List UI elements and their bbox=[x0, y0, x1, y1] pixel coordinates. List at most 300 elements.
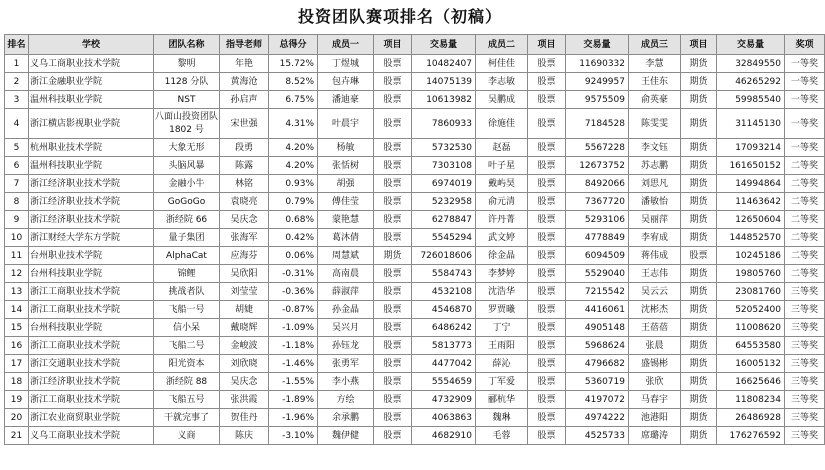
cell-project2: 股票 bbox=[528, 139, 566, 157]
cell-school: 浙江经济职业技术学院 bbox=[29, 211, 154, 229]
cell-project3: 期货 bbox=[681, 319, 717, 337]
col-header-rank: 排名 bbox=[5, 35, 29, 55]
table-row bbox=[5, 55, 825, 73]
cell-team-name: 八面山投资团队 1802 号 bbox=[154, 109, 220, 139]
cell-team-name: 1128 分队 bbox=[154, 73, 220, 91]
cell-rank: 17 bbox=[5, 355, 29, 373]
cell-volume1: 4682910 bbox=[412, 427, 476, 445]
cell-member2: 叶子星 bbox=[476, 157, 528, 175]
cell-member2: 郦杭华 bbox=[476, 391, 528, 409]
cell-team-name: 阳光资本 bbox=[154, 355, 220, 373]
cell-rank: 3 bbox=[5, 91, 29, 109]
cell-member1: 杨敏 bbox=[318, 139, 374, 157]
cell-member3: 潘敏怡 bbox=[629, 193, 681, 211]
cell-member2: 俞元清 bbox=[476, 193, 528, 211]
cell-member2: 魏琳 bbox=[476, 409, 528, 427]
cell-award: 三等奖 bbox=[785, 337, 825, 355]
cell-project3: 期货 bbox=[681, 355, 717, 373]
cell-total-score: -0.36% bbox=[269, 283, 318, 301]
table-row bbox=[5, 427, 825, 445]
cell-rank: 16 bbox=[5, 337, 29, 355]
cell-member1: 潘迪豪 bbox=[318, 91, 374, 109]
cell-volume2: 7184528 bbox=[566, 109, 629, 139]
cell-total-score: -1.09% bbox=[269, 319, 318, 337]
cell-team-name: 飞船二号 bbox=[154, 337, 220, 355]
cell-member1: 孙金晶 bbox=[318, 301, 374, 319]
cell-project2: 股票 bbox=[528, 355, 566, 373]
cell-award: 二等奖 bbox=[785, 193, 825, 211]
cell-school: 浙江横店影视职业学院 bbox=[29, 109, 154, 139]
cell-project1: 股票 bbox=[374, 283, 412, 301]
cell-rank: 5 bbox=[5, 139, 29, 157]
cell-award: 二等奖 bbox=[785, 157, 825, 175]
cell-member2: 徐施佳 bbox=[476, 109, 528, 139]
cell-project3: 期货 bbox=[681, 283, 717, 301]
cell-project2: 股票 bbox=[528, 91, 566, 109]
cell-member2: 武文婷 bbox=[476, 229, 528, 247]
cell-member3: 李文钰 bbox=[629, 139, 681, 157]
cell-volume1: 4546870 bbox=[412, 301, 476, 319]
cell-project3: 期货 bbox=[681, 409, 717, 427]
cell-advisor: 胡婕 bbox=[220, 301, 269, 319]
cell-school: 浙江工商职业技术学院 bbox=[29, 391, 154, 409]
cell-member1: 薛淑萍 bbox=[318, 283, 374, 301]
cell-project1: 股票 bbox=[374, 229, 412, 247]
cell-team-name: 信小呆 bbox=[154, 319, 220, 337]
table-row bbox=[5, 391, 825, 409]
cell-team-name: 大象无形 bbox=[154, 139, 220, 157]
cell-school: 浙江财经大学东方学院 bbox=[29, 229, 154, 247]
cell-member1: 李小燕 bbox=[318, 373, 374, 391]
cell-project1: 股票 bbox=[374, 211, 412, 229]
cell-advisor: 黄海沧 bbox=[220, 73, 269, 91]
cell-total-score: 8.52% bbox=[269, 73, 318, 91]
cell-volume3: 26486928 bbox=[717, 409, 785, 427]
col-header-volume2: 交易量 bbox=[566, 35, 629, 55]
cell-project3: 期货 bbox=[681, 301, 717, 319]
cell-member1: 傅佳莹 bbox=[318, 193, 374, 211]
cell-total-score: 4.20% bbox=[269, 139, 318, 157]
cell-volume1: 5732530 bbox=[412, 139, 476, 157]
cell-award: 三等奖 bbox=[785, 409, 825, 427]
cell-member3: 席璐涛 bbox=[629, 427, 681, 445]
cell-volume2: 7367720 bbox=[566, 193, 629, 211]
cell-rank: 13 bbox=[5, 283, 29, 301]
cell-school: 浙江金融职业学院 bbox=[29, 73, 154, 91]
cell-member3: 马春宇 bbox=[629, 391, 681, 409]
cell-volume1: 726018606 bbox=[412, 247, 476, 265]
cell-member2: 柯佳佳 bbox=[476, 55, 528, 73]
cell-award: 二等奖 bbox=[785, 265, 825, 283]
cell-school: 浙江经济职业技术学院 bbox=[29, 193, 154, 211]
cell-member3: 吴云云 bbox=[629, 283, 681, 301]
cell-member2: 许丹菁 bbox=[476, 211, 528, 229]
cell-member2: 李梦婷 bbox=[476, 265, 528, 283]
cell-school: 浙江经济职业技术学院 bbox=[29, 373, 154, 391]
cell-award: 三等奖 bbox=[785, 319, 825, 337]
cell-member3: 盛锡彬 bbox=[629, 355, 681, 373]
cell-project2: 股票 bbox=[528, 247, 566, 265]
cell-member1: 高南晨 bbox=[318, 265, 374, 283]
cell-member3: 沈彬杰 bbox=[629, 301, 681, 319]
cell-team-name: 锦鲤 bbox=[154, 265, 220, 283]
cell-volume3: 31145130 bbox=[717, 109, 785, 139]
table-row bbox=[5, 211, 825, 229]
cell-member2: 徐金晶 bbox=[476, 247, 528, 265]
cell-project2: 股票 bbox=[528, 301, 566, 319]
cell-member2: 沈浩华 bbox=[476, 283, 528, 301]
cell-project1: 股票 bbox=[374, 139, 412, 157]
cell-volume3: 11463642 bbox=[717, 193, 785, 211]
cell-team-name: 挑战者队 bbox=[154, 283, 220, 301]
cell-award: 三等奖 bbox=[785, 391, 825, 409]
cell-project1: 股票 bbox=[374, 391, 412, 409]
cell-member1: 吴兴月 bbox=[318, 319, 374, 337]
cell-advisor: 吴庆念 bbox=[220, 211, 269, 229]
cell-team-name: 量子集团 bbox=[154, 229, 220, 247]
col-header-school: 学校 bbox=[29, 35, 154, 55]
cell-team-name: 飞船五号 bbox=[154, 391, 220, 409]
cell-project3: 期货 bbox=[681, 337, 717, 355]
cell-advisor: 袁晓亮 bbox=[220, 193, 269, 211]
cell-school: 浙江工商职业技术学院 bbox=[29, 283, 154, 301]
cell-member1: 蒙艳慧 bbox=[318, 211, 374, 229]
table-row bbox=[5, 91, 825, 109]
cell-member1: 方绘 bbox=[318, 391, 374, 409]
cell-volume2: 8492066 bbox=[566, 175, 629, 193]
cell-volume2: 5968624 bbox=[566, 337, 629, 355]
cell-member3: 李宥成 bbox=[629, 229, 681, 247]
cell-member1: 胡强 bbox=[318, 175, 374, 193]
cell-project3: 期货 bbox=[681, 211, 717, 229]
cell-team-name: 飞船一号 bbox=[154, 301, 220, 319]
cell-member3: 李慧 bbox=[629, 55, 681, 73]
cell-advisor: 张洪霞 bbox=[220, 391, 269, 409]
cell-volume1: 4477042 bbox=[412, 355, 476, 373]
cell-rank: 7 bbox=[5, 175, 29, 193]
cell-award: 一等奖 bbox=[785, 73, 825, 91]
cell-project1: 股票 bbox=[374, 337, 412, 355]
cell-project3: 期货 bbox=[681, 427, 717, 445]
cell-member1: 孙钰龙 bbox=[318, 337, 374, 355]
table-row bbox=[5, 109, 825, 139]
cell-total-score: -3.10% bbox=[269, 427, 318, 445]
cell-volume2: 12673752 bbox=[566, 157, 629, 175]
cell-advisor: 刘欣晓 bbox=[220, 355, 269, 373]
cell-member3: 王志伟 bbox=[629, 265, 681, 283]
cell-advisor: 吴欣阳 bbox=[220, 265, 269, 283]
col-header-member1: 成员一 bbox=[318, 35, 374, 55]
cell-member3: 刘思凡 bbox=[629, 175, 681, 193]
cell-project3: 期货 bbox=[681, 157, 717, 175]
col-header-volume1: 交易量 bbox=[412, 35, 476, 55]
cell-project2: 股票 bbox=[528, 373, 566, 391]
cell-project1: 股票 bbox=[374, 373, 412, 391]
cell-volume3: 10245186 bbox=[717, 247, 785, 265]
cell-volume1: 5584743 bbox=[412, 265, 476, 283]
cell-volume2: 9575509 bbox=[566, 91, 629, 109]
cell-volume3: 11008620 bbox=[717, 319, 785, 337]
cell-project2: 股票 bbox=[528, 337, 566, 355]
cell-award: 二等奖 bbox=[785, 247, 825, 265]
page-title: 投资团队赛项排名（初稿） bbox=[297, 7, 502, 26]
col-header-project3: 项目 bbox=[681, 35, 717, 55]
cell-project3: 期货 bbox=[681, 175, 717, 193]
cell-total-score: -1.96% bbox=[269, 409, 318, 427]
cell-member3: 池港阳 bbox=[629, 409, 681, 427]
cell-total-score: 4.31% bbox=[269, 109, 318, 139]
cell-member3: 苏志鹏 bbox=[629, 157, 681, 175]
cell-volume1: 5813773 bbox=[412, 337, 476, 355]
cell-project1: 股票 bbox=[374, 427, 412, 445]
col-header-member3: 成员三 bbox=[629, 35, 681, 55]
cell-volume3: 16005132 bbox=[717, 355, 785, 373]
cell-rank: 12 bbox=[5, 265, 29, 283]
col-header-project1: 项目 bbox=[374, 35, 412, 55]
cell-total-score: -0.31% bbox=[269, 265, 318, 283]
cell-school: 义乌工商职业技术学院 bbox=[29, 427, 154, 445]
cell-project1: 股票 bbox=[374, 175, 412, 193]
cell-rank: 20 bbox=[5, 409, 29, 427]
cell-total-score: 0.42% bbox=[269, 229, 318, 247]
table-row bbox=[5, 373, 825, 391]
cell-rank: 9 bbox=[5, 211, 29, 229]
cell-advisor: 宋世强 bbox=[220, 109, 269, 139]
cell-project3: 期货 bbox=[681, 265, 717, 283]
cell-advisor: 贺佳丹 bbox=[220, 409, 269, 427]
cell-award: 一等奖 bbox=[785, 91, 825, 109]
cell-volume2: 11690332 bbox=[566, 55, 629, 73]
cell-advisor: 吴庆念 bbox=[220, 373, 269, 391]
cell-award: 三等奖 bbox=[785, 283, 825, 301]
table-row bbox=[5, 247, 825, 265]
cell-volume3: 23081760 bbox=[717, 283, 785, 301]
cell-rank: 21 bbox=[5, 427, 29, 445]
cell-member3: 张晨 bbox=[629, 337, 681, 355]
cell-member3: 俞英豪 bbox=[629, 91, 681, 109]
cell-volume3: 46265292 bbox=[717, 73, 785, 91]
cell-total-score: -1.18% bbox=[269, 337, 318, 355]
cell-member2: 王雨阳 bbox=[476, 337, 528, 355]
cell-project2: 股票 bbox=[528, 175, 566, 193]
cell-project2: 股票 bbox=[528, 391, 566, 409]
cell-volume2: 4197072 bbox=[566, 391, 629, 409]
cell-project2: 股票 bbox=[528, 157, 566, 175]
cell-team-name: 金融小牛 bbox=[154, 175, 220, 193]
cell-member1: 魏伊健 bbox=[318, 427, 374, 445]
cell-project2: 股票 bbox=[528, 109, 566, 139]
cell-volume1: 5545294 bbox=[412, 229, 476, 247]
table-row bbox=[5, 319, 825, 337]
cell-volume1: 4063863 bbox=[412, 409, 476, 427]
col-header-score: 总得分 bbox=[269, 35, 318, 55]
cell-project3: 股票 bbox=[681, 247, 717, 265]
cell-rank: 11 bbox=[5, 247, 29, 265]
cell-member1: 张勇军 bbox=[318, 355, 374, 373]
cell-project2: 股票 bbox=[528, 319, 566, 337]
cell-volume1: 5554659 bbox=[412, 373, 476, 391]
cell-volume2: 6094509 bbox=[566, 247, 629, 265]
cell-volume3: 59985540 bbox=[717, 91, 785, 109]
cell-project3: 期货 bbox=[681, 55, 717, 73]
cell-project1: 股票 bbox=[374, 265, 412, 283]
cell-volume2: 4974222 bbox=[566, 409, 629, 427]
cell-total-score: 0.06% bbox=[269, 247, 318, 265]
cell-rank: 8 bbox=[5, 193, 29, 211]
cell-member3: 王佳东 bbox=[629, 73, 681, 91]
table-row bbox=[5, 73, 825, 91]
cell-volume3: 17093214 bbox=[717, 139, 785, 157]
cell-volume1: 6278847 bbox=[412, 211, 476, 229]
cell-award: 二等奖 bbox=[785, 211, 825, 229]
cell-volume2: 9249957 bbox=[566, 73, 629, 91]
cell-team-name: 浙经院 88 bbox=[154, 373, 220, 391]
table-row bbox=[5, 301, 825, 319]
col-header-volume3: 交易量 bbox=[717, 35, 785, 55]
table-row bbox=[5, 175, 825, 193]
col-header-project2: 项目 bbox=[528, 35, 566, 55]
cell-project3: 期货 bbox=[681, 229, 717, 247]
cell-team-name: NST bbox=[154, 91, 220, 109]
cell-school: 台州科技职业学院 bbox=[29, 319, 154, 337]
cell-volume3: 32849550 bbox=[717, 55, 785, 73]
cell-school: 浙江工商职业技术学院 bbox=[29, 337, 154, 355]
table-row bbox=[5, 337, 825, 355]
cell-team-name: AlphaCat bbox=[154, 247, 220, 265]
cell-advisor: 应海芬 bbox=[220, 247, 269, 265]
cell-volume3: 161650152 bbox=[717, 157, 785, 175]
cell-member2: 薛沁 bbox=[476, 355, 528, 373]
cell-member2: 戴屿昊 bbox=[476, 175, 528, 193]
cell-member3: 蒋伟成 bbox=[629, 247, 681, 265]
cell-member2: 丁宁 bbox=[476, 319, 528, 337]
col-header-team: 团队名称 bbox=[154, 35, 220, 55]
col-header-award: 奖项 bbox=[785, 35, 825, 55]
cell-member2: 罗贾曦 bbox=[476, 301, 528, 319]
cell-project2: 股票 bbox=[528, 229, 566, 247]
cell-project2: 股票 bbox=[528, 73, 566, 91]
cell-school: 浙江工商职业技术学院 bbox=[29, 301, 154, 319]
cell-school: 浙江交通职业技术学院 bbox=[29, 355, 154, 373]
cell-total-score: -0.87% bbox=[269, 301, 318, 319]
cell-volume1: 5232958 bbox=[412, 193, 476, 211]
cell-advisor: 年艳 bbox=[220, 55, 269, 73]
cell-member1: 包卉琳 bbox=[318, 73, 374, 91]
cell-member1: 丁煜城 bbox=[318, 55, 374, 73]
cell-rank: 4 bbox=[5, 109, 29, 139]
cell-volume3: 19805760 bbox=[717, 265, 785, 283]
cell-project1: 股票 bbox=[374, 355, 412, 373]
cell-member2: 吴鹏成 bbox=[476, 91, 528, 109]
cell-school: 温州科技职业学院 bbox=[29, 157, 154, 175]
cell-award: 三等奖 bbox=[785, 373, 825, 391]
cell-volume2: 4796682 bbox=[566, 355, 629, 373]
cell-total-score: 0.93% bbox=[269, 175, 318, 193]
cell-advisor: 陈庆 bbox=[220, 427, 269, 445]
cell-member2: 毛蓉 bbox=[476, 427, 528, 445]
table-row bbox=[5, 139, 825, 157]
cell-rank: 6 bbox=[5, 157, 29, 175]
cell-total-score: -1.55% bbox=[269, 373, 318, 391]
cell-volume3: 176276592 bbox=[717, 427, 785, 445]
cell-member2: 丁军爱 bbox=[476, 373, 528, 391]
cell-volume1: 4732909 bbox=[412, 391, 476, 409]
cell-total-score: 0.68% bbox=[269, 211, 318, 229]
table-body bbox=[5, 55, 825, 445]
cell-team-name: GoGoGo bbox=[154, 193, 220, 211]
cell-award: 一等奖 bbox=[785, 55, 825, 73]
cell-project1: 股票 bbox=[374, 109, 412, 139]
cell-school: 浙江农业商贸职业学院 bbox=[29, 409, 154, 427]
cell-volume1: 10613982 bbox=[412, 91, 476, 109]
table-row bbox=[5, 409, 825, 427]
cell-project2: 股票 bbox=[528, 283, 566, 301]
cell-project3: 期货 bbox=[681, 373, 717, 391]
cell-volume3: 16625646 bbox=[717, 373, 785, 391]
cell-volume2: 4778849 bbox=[566, 229, 629, 247]
cell-project1: 股票 bbox=[374, 319, 412, 337]
cell-member1: 周慧斌 bbox=[318, 247, 374, 265]
cell-volume2: 5293106 bbox=[566, 211, 629, 229]
cell-project2: 股票 bbox=[528, 193, 566, 211]
cell-volume2: 5567228 bbox=[566, 139, 629, 157]
cell-award: 二等奖 bbox=[785, 175, 825, 193]
cell-project2: 股票 bbox=[528, 265, 566, 283]
cell-volume3: 14994864 bbox=[717, 175, 785, 193]
cell-volume1: 7303108 bbox=[412, 157, 476, 175]
cell-volume1: 10482407 bbox=[412, 55, 476, 73]
cell-total-score: 15.72% bbox=[269, 55, 318, 73]
cell-volume1: 14075139 bbox=[412, 73, 476, 91]
cell-award: 三等奖 bbox=[785, 355, 825, 373]
cell-school: 杭州职业技术学院 bbox=[29, 139, 154, 157]
table-row bbox=[5, 157, 825, 175]
cell-advisor: 陈露 bbox=[220, 157, 269, 175]
cell-total-score: 0.79% bbox=[269, 193, 318, 211]
cell-volume2: 5529040 bbox=[566, 265, 629, 283]
cell-project3: 期货 bbox=[681, 391, 717, 409]
cell-total-score: 6.75% bbox=[269, 91, 318, 109]
ranking-table bbox=[4, 34, 825, 445]
cell-award: 一等奖 bbox=[785, 109, 825, 139]
cell-project1: 股票 bbox=[374, 301, 412, 319]
cell-school: 台州科技职业学院 bbox=[29, 265, 154, 283]
cell-award: 三等奖 bbox=[785, 301, 825, 319]
cell-total-score: -1.46% bbox=[269, 355, 318, 373]
cell-project1: 股票 bbox=[374, 55, 412, 73]
cell-team-name: 浙经院 66 bbox=[154, 211, 220, 229]
cell-volume2: 4525733 bbox=[566, 427, 629, 445]
cell-project3: 期货 bbox=[681, 73, 717, 91]
cell-volume3: 144852570 bbox=[717, 229, 785, 247]
header-row bbox=[5, 35, 825, 55]
cell-project2: 股票 bbox=[528, 211, 566, 229]
cell-advisor: 戴晓辉 bbox=[220, 319, 269, 337]
cell-school: 浙江经济职业技术学院 bbox=[29, 175, 154, 193]
cell-team-name: 干就完事了 bbox=[154, 409, 220, 427]
cell-volume2: 7215542 bbox=[566, 283, 629, 301]
cell-advisor: 段勇 bbox=[220, 139, 269, 157]
table-row bbox=[5, 229, 825, 247]
cell-volume3: 64553580 bbox=[717, 337, 785, 355]
cell-volume3: 11808234 bbox=[717, 391, 785, 409]
cell-rank: 2 bbox=[5, 73, 29, 91]
cell-volume3: 52052400 bbox=[717, 301, 785, 319]
cell-advisor: 刘莹莹 bbox=[220, 283, 269, 301]
table-row bbox=[5, 265, 825, 283]
table-row bbox=[5, 355, 825, 373]
table-row bbox=[5, 283, 825, 301]
